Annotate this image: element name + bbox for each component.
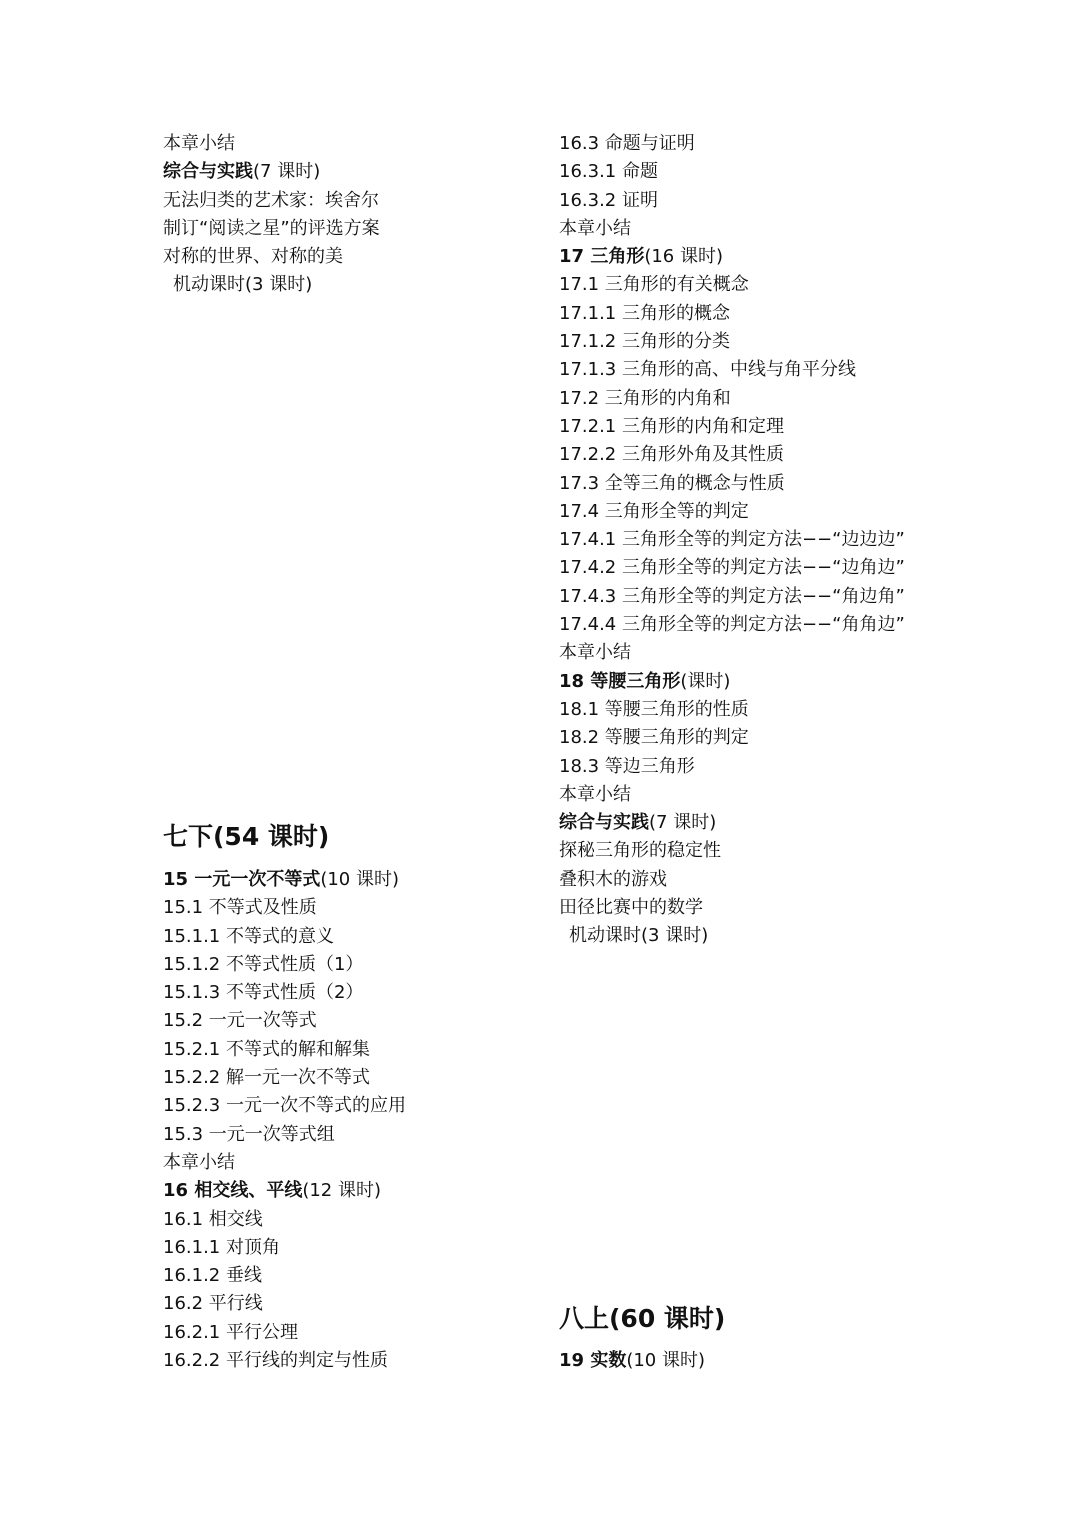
toc-entry: 16.1.2 垂线 <box>163 1265 262 1287</box>
right-column-top <box>559 130 979 951</box>
toc-chapter-title: 16 相交线、平线 <box>163 1180 303 1202</box>
grade-8-up-list <box>559 1347 979 1375</box>
toc-entry: 16.2.2 平行线的判定与性质 <box>163 1350 388 1372</box>
toc-chapter-hours: (16 课时) <box>644 246 723 268</box>
toc-chapter-entry <box>163 1177 523 1205</box>
toc-entry: 探秘三角形的稳定性 <box>559 840 721 862</box>
toc-chapter-title: 综合与实践 <box>163 161 253 183</box>
toc-entry: 15.1.2 不等式性质（1） <box>163 953 364 975</box>
toc-entry: 15.2 一元一次等式 <box>163 1010 317 1032</box>
toc-entry: 16.3.2 证明 <box>559 189 658 211</box>
toc-entry: 17.1 三角形的有关概念 <box>559 274 749 296</box>
toc-entry: 制订“阅读之星”的评选方案 <box>163 217 380 239</box>
toc-entry: 17.1.3 三角形的高、中线与角平分线 <box>559 359 856 381</box>
grade-heading-8-up: 八上(60 课时) <box>559 1304 726 1333</box>
toc-entry: 对称的世界、对称的美 <box>163 246 343 268</box>
toc-entry: 15.2.1 不等式的解和解集 <box>163 1038 370 1060</box>
toc-entry: 机动课时(3 课时) <box>173 274 313 296</box>
toc-entry: 17.4.1 三角形全等的判定方法−−“边边边” <box>559 529 905 551</box>
toc-chapter-entry <box>163 158 523 186</box>
toc-chapter-entry <box>559 809 979 837</box>
toc-chapter-hours: (7 课时) <box>253 161 321 183</box>
toc-chapter-title: 综合与实践 <box>559 812 649 834</box>
toc-entry: 18.1 等腰三角形的性质 <box>559 698 749 720</box>
toc-entry: 本章小结 <box>559 783 631 805</box>
toc-entry: 本章小结 <box>559 642 631 664</box>
grade-heading-7-down: 七下(54 课时) <box>163 822 330 851</box>
toc-chapter-entry <box>559 668 979 696</box>
toc-entry: 机动课时(3 课时) <box>569 925 709 947</box>
grade-7-down-list <box>163 866 523 1375</box>
toc-entry: 17.1.2 三角形的分类 <box>559 331 730 353</box>
toc-entry: 17.4.3 三角形全等的判定方法−−“角边角” <box>559 585 905 607</box>
toc-entry: 15.2.3 一元一次不等式的应用 <box>163 1095 406 1117</box>
toc-entry: 15.1.3 不等式性质（2） <box>163 982 364 1004</box>
toc-entry: 17.1.1 三角形的概念 <box>559 302 730 324</box>
toc-chapter-hours: (7 课时) <box>649 812 717 834</box>
toc-chapter-hours: (课时) <box>680 670 731 692</box>
toc-chapter-hours: (10 课时) <box>320 869 399 890</box>
toc-entry: 无法归类的艺术家：埃舍尔 <box>163 189 379 211</box>
toc-entry: 15.3 一元一次等式组 <box>163 1123 335 1145</box>
toc-chapter-entry <box>163 866 523 894</box>
toc-entry: 16.3 命题与证明 <box>559 133 695 154</box>
toc-entry: 15.1 不等式及性质 <box>163 897 317 919</box>
toc-chapter-entry <box>559 1347 979 1375</box>
toc-chapter-title: 18 等腰三角形 <box>559 670 681 692</box>
toc-entry: 16.1 相交线 <box>163 1208 263 1230</box>
toc-entry: 17.2.1 三角形的内角和定理 <box>559 415 784 437</box>
toc-chapter-title: 19 实数 <box>559 1350 627 1371</box>
toc-entry: 本章小结 <box>163 133 235 154</box>
toc-entry: 18.3 等边三角形 <box>559 755 695 777</box>
toc-entry: 17.4.4 三角形全等的判定方法−−“角角边” <box>559 614 905 636</box>
toc-entry: 16.2 平行线 <box>163 1293 263 1315</box>
toc-chapter-hours: (10 课时) <box>626 1350 705 1371</box>
toc-entry: 16.3.1 命题 <box>559 161 658 183</box>
toc-entry: 17.4 三角形全等的判定 <box>559 500 749 522</box>
toc-entry: 田径比赛中的数学 <box>559 897 703 919</box>
toc-entry: 15.2.2 解一元一次不等式 <box>163 1067 370 1089</box>
toc-entry: 18.2 等腰三角形的判定 <box>559 727 749 749</box>
toc-entry: 17.2.2 三角形外角及其性质 <box>559 444 784 466</box>
toc-entry: 本章小结 <box>163 1151 235 1173</box>
toc-entry: 叠积木的游戏 <box>559 868 667 890</box>
toc-chapter-hours: (12 课时) <box>302 1180 381 1202</box>
toc-entry: 17.4.2 三角形全等的判定方法−−“边角边” <box>559 557 905 579</box>
toc-chapter-title: 17 三角形 <box>559 246 645 268</box>
toc-entry: 17.2 三角形的内角和 <box>559 387 731 409</box>
toc-entry: 17.3 全等三角的概念与性质 <box>559 472 785 494</box>
toc-entry: 本章小结 <box>559 217 631 239</box>
toc-entry: 15.1.1 不等式的意义 <box>163 925 334 947</box>
toc-chapter-entry <box>559 243 979 271</box>
toc-entry: 16.2.1 平行公理 <box>163 1321 298 1343</box>
left-column-top <box>163 130 523 300</box>
toc-chapter-title: 15 一元一次不等式 <box>163 869 321 890</box>
toc-entry: 16.1.1 对顶角 <box>163 1236 280 1258</box>
